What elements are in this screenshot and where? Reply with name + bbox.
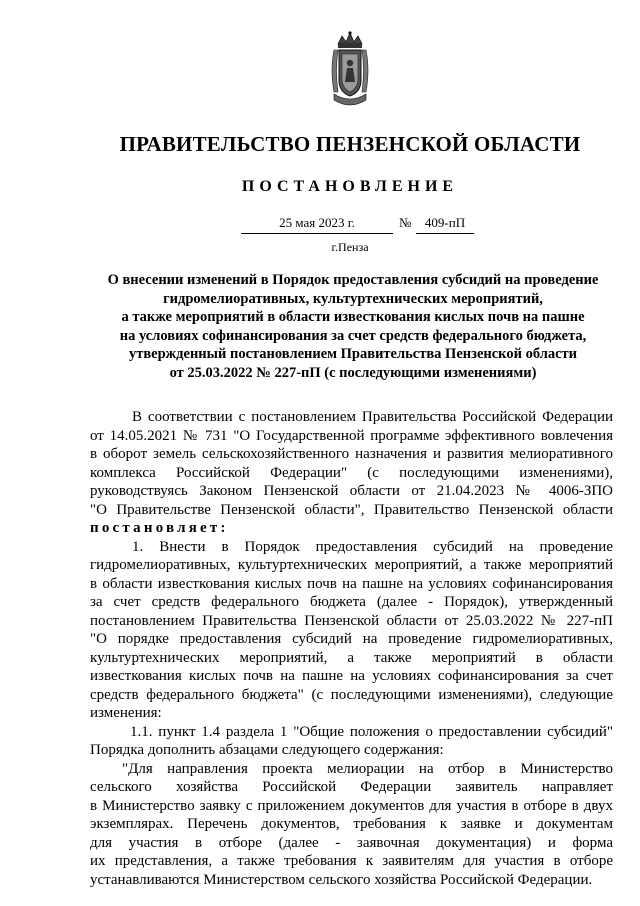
- body-line: "Для направления проекта мелиорации на отбор в Министерство: [122, 760, 613, 777]
- body-line: средств федерального бюджета" (с последующими изменениями), следующие: [90, 686, 613, 703]
- subject-line: гидромелиоративных, культуртехнических мероприятий,: [163, 290, 543, 307]
- government-title: ПРАВИТЕЛЬСТВО ПЕНЗЕНСКОЙ ОБЛАСТИ: [119, 132, 581, 156]
- decree-body: [90, 408, 613, 889]
- city-name: г.Пенза: [331, 240, 369, 254]
- number-sign: №: [399, 215, 412, 230]
- body-line: 1. Внести в Порядок предоставления субсидий на проведение: [132, 538, 613, 555]
- subject-line: а также мероприятий в области известкования кислых почв на пашне: [121, 309, 585, 325]
- body-line: в оборот земель сельскохозяйственного назначения и развития мелиоративного: [90, 446, 613, 462]
- body-line: известкования кислых почв на пашне на условиях софинансирования за счет: [90, 668, 613, 684]
- body-line: сельского хозяйства Российской Федерации заявитель направляет: [90, 779, 613, 795]
- document-type: ПОСТАНОВЛЕНИЕ: [241, 178, 459, 195]
- body-line: гидромелиоративных, культуртехнических мероприятий, а также мероприятий: [90, 557, 613, 573]
- body-line: от 14.05.2021 № 731 "О Государственной программе эффективного вовлечения: [90, 427, 613, 444]
- body-line: комплекса Российской Федерации" (с последующими изменениями),: [90, 464, 613, 481]
- body-line: В соответствии с постановлением Правительства Российской Федерации: [132, 409, 613, 425]
- subject-line: О внесении изменений в Порядок предоставления субсидий на проведение: [107, 272, 599, 288]
- decree-subject: [95, 271, 611, 382]
- subject-line: утвержденный постановлением Правительства Пензенской области: [128, 346, 578, 362]
- body-line: изменения:: [90, 705, 162, 721]
- body-line: устанавливаются Министерством сельского хозяйства Российской Федерации.: [90, 871, 593, 888]
- coat-of-arms-emblem: [328, 30, 372, 110]
- subject-line: на условиях софинансирования за счет средств федерального бюджета,: [119, 327, 587, 344]
- body-line: для участия в отборе (далее - заявочная документация) и форма: [90, 834, 613, 851]
- body-line: за счет средств федерального бюджета (далее - Порядок), утвержденный: [90, 594, 613, 610]
- body-line: в Министерство заявку с приложением документов для участия в отборе в двух: [90, 797, 613, 814]
- body-line: "О порядке предоставления субсидий на проведение гидромелиоративных,: [90, 631, 613, 647]
- body-line: руководствуясь Законом Пензенской области от 21.04.2023 № 4006-ЗПО: [90, 483, 613, 499]
- body-line: постановлением Правительства Пензенской области от 25.03.2022 № 227-пП: [90, 612, 613, 629]
- decree-date: 25 мая 2023 г.: [241, 215, 393, 234]
- body-line: 1.1. пункт 1.4 раздела 1 "Общие положения о предоставлении субсидий": [130, 723, 613, 740]
- body-line: Порядка дополнить абзацами следующего содержания:: [90, 742, 444, 758]
- body-line: культуртехнических мероприятий, а также мероприятий в области: [90, 649, 613, 666]
- decree-number: 409-пП: [416, 215, 474, 234]
- body-line: их представления, а также требования к заявителям для участия в отборе: [90, 853, 613, 869]
- body-line: "О Правительстве Пензенской области", Правительство Пензенской области: [90, 501, 613, 518]
- body-line: экземплярах. Перечень документов, требования к заявке и документам: [90, 816, 613, 832]
- body-line-resolves: постановляет:: [90, 520, 229, 536]
- subject-line: от 25.03.2022 № 227-пП (с последующими изменениями): [169, 364, 537, 381]
- body-line: в области известкования кислых почв на пашне на условиях софинансирования: [90, 575, 613, 592]
